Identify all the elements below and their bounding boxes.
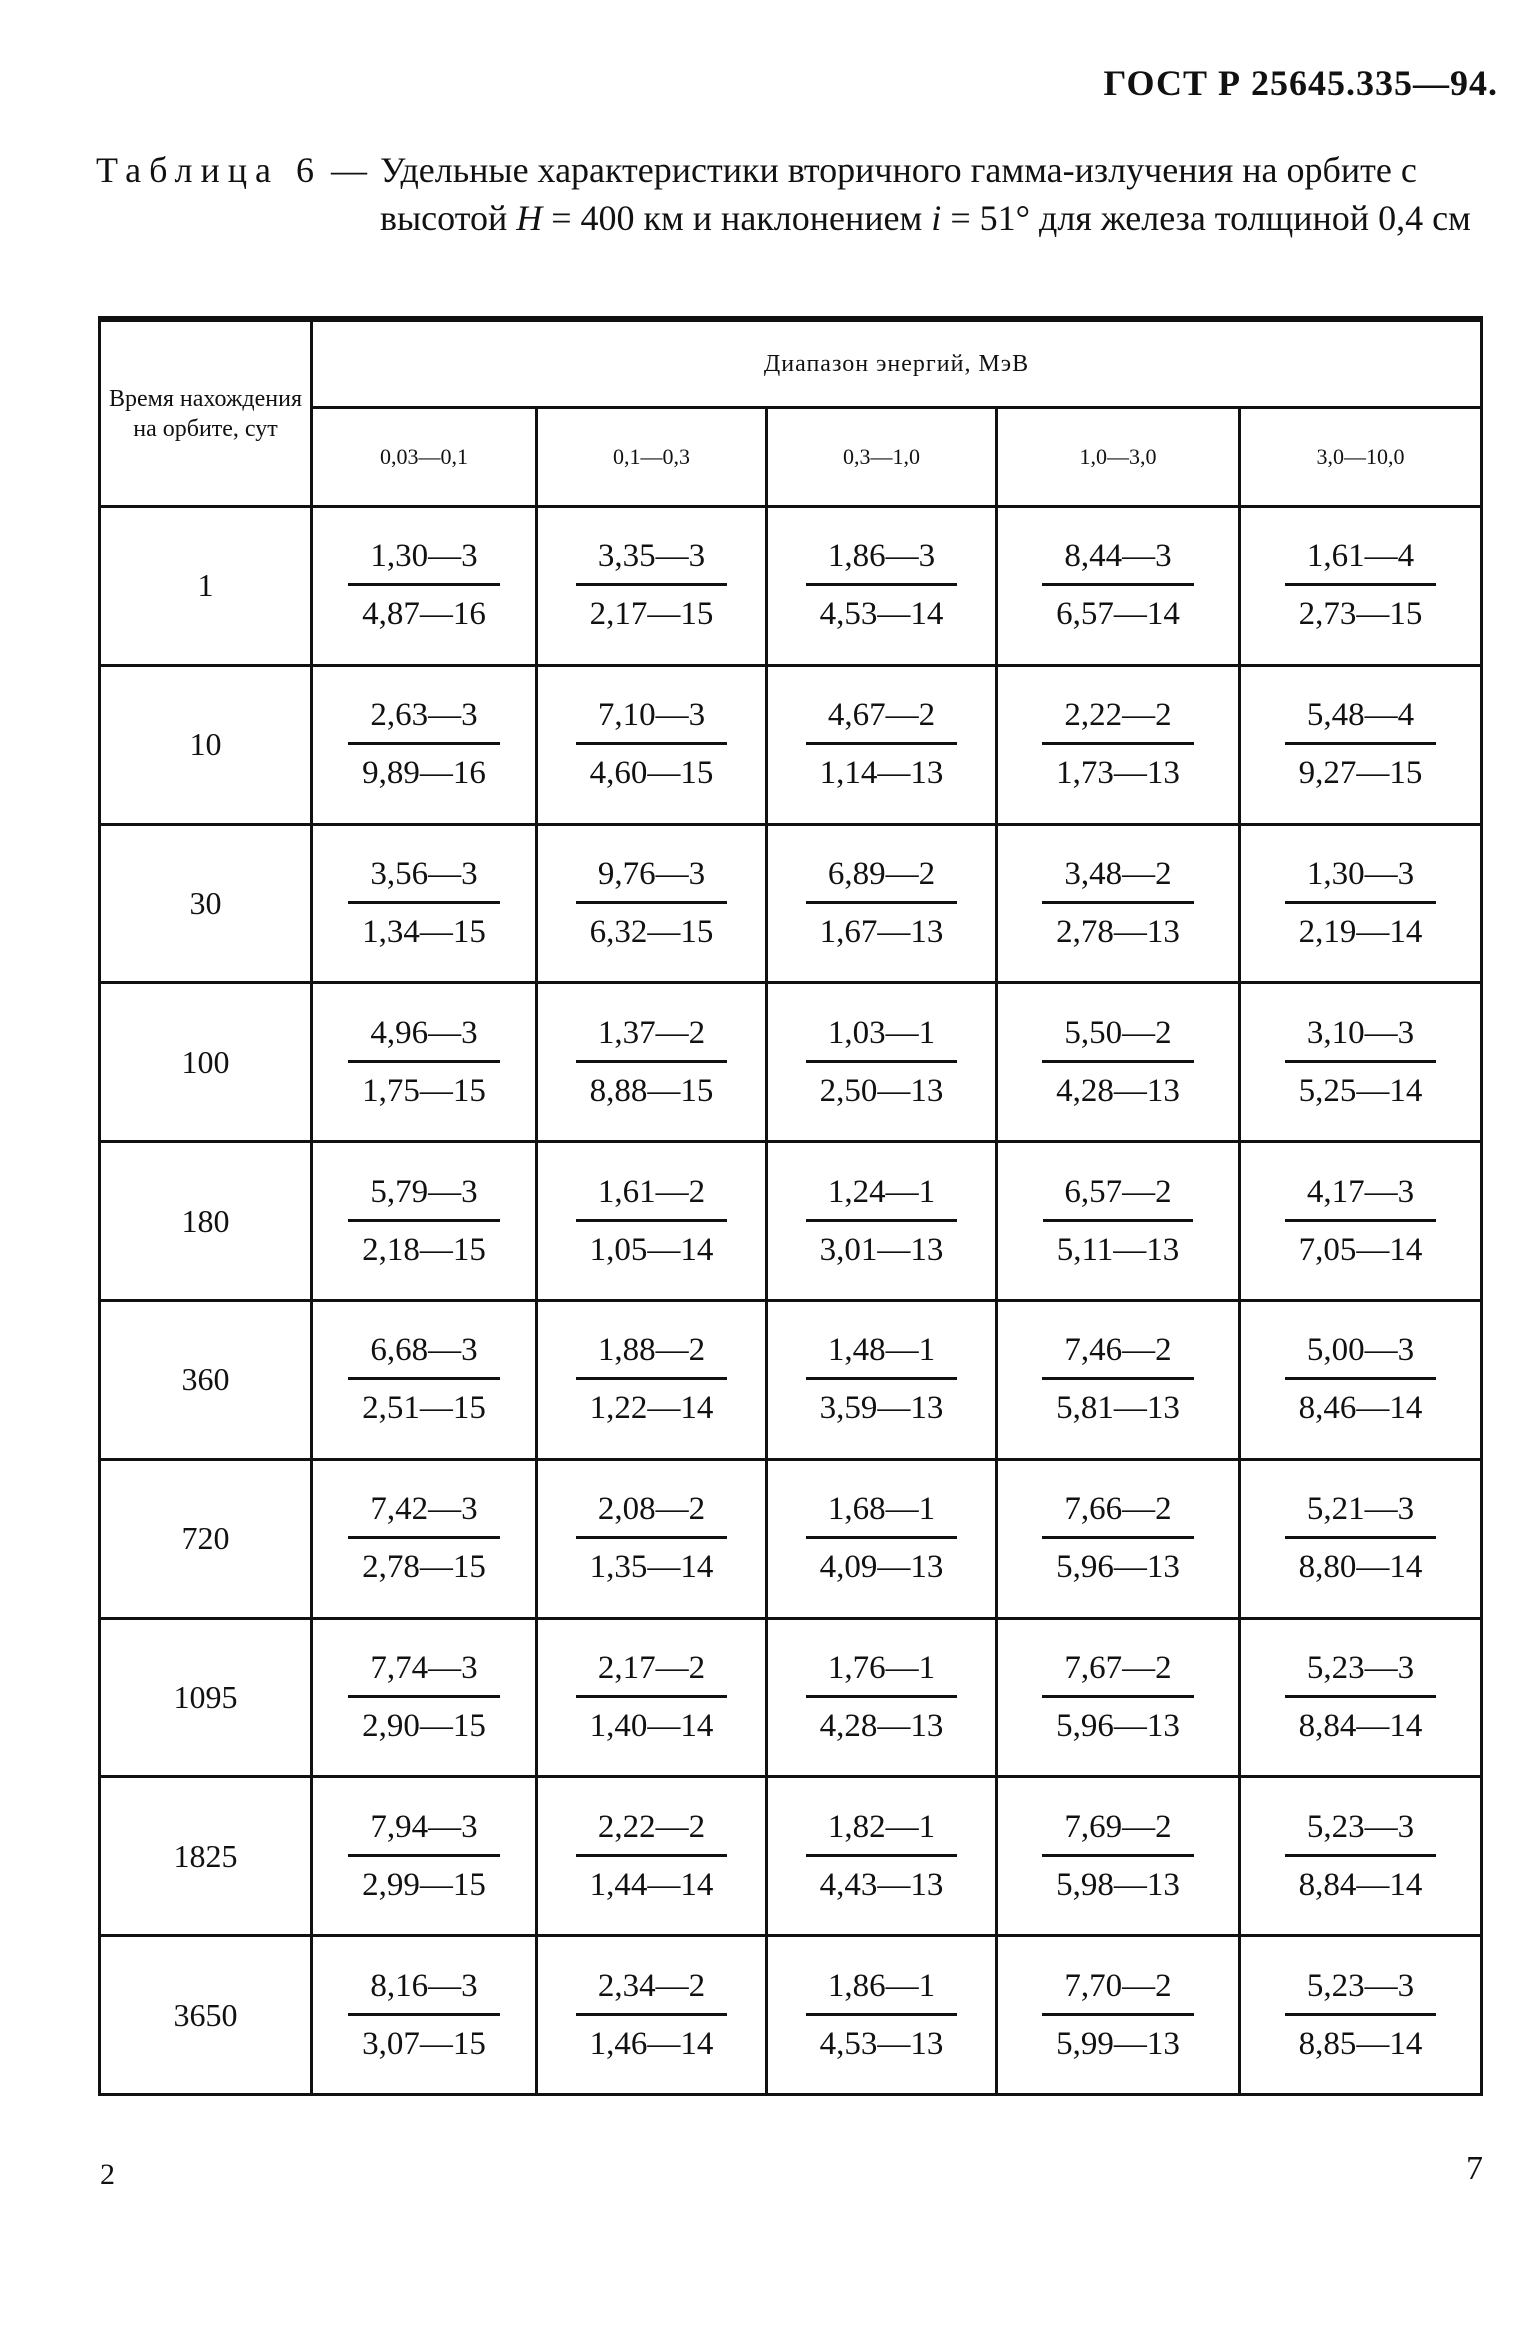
energy-column-header: 0,1—0,3 [537, 408, 767, 507]
time-cell: 1095 [100, 1618, 312, 1777]
fraction-numerator: 5,23—3 [1285, 1652, 1437, 1698]
time-cell: 3650 [100, 1936, 312, 2095]
fraction-numerator: 8,16—3 [348, 1970, 500, 2016]
fraction [806, 1334, 958, 1425]
fraction-numerator: 2,08—2 [576, 1493, 728, 1539]
fraction-numerator: 1,68—1 [806, 1493, 958, 1539]
fraction-numerator: 1,82—1 [806, 1811, 958, 1857]
fraction [348, 540, 500, 631]
value-cell [537, 665, 767, 824]
table-row [100, 1300, 1482, 1459]
energy-column-header: 0,3—1,0 [767, 408, 997, 507]
fraction-denominator: 3,07—15 [362, 2025, 486, 2062]
time-cell: 30 [100, 824, 312, 983]
time-cell: 10 [100, 665, 312, 824]
fraction-denominator: 8,84—14 [1298, 1866, 1423, 1903]
fraction [1285, 1334, 1437, 1425]
value-cell [537, 824, 767, 983]
fraction [576, 1173, 728, 1268]
fraction-numerator: 7,10—3 [576, 699, 728, 745]
fraction-numerator: 1,37—2 [576, 1017, 728, 1063]
fraction-denominator: 2,78—13 [1056, 913, 1180, 950]
value-cell [312, 1777, 537, 1936]
fraction-numerator: 1,86—1 [806, 1970, 958, 2016]
fraction-numerator: 1,30—3 [348, 540, 500, 586]
value-cell [312, 507, 537, 666]
value-cell [312, 1936, 537, 2095]
value-cell [1240, 507, 1482, 666]
time-cell: 720 [100, 1459, 312, 1618]
value-cell [312, 1300, 537, 1459]
value-cell [997, 507, 1240, 666]
fraction-denominator: 1,44—14 [589, 1866, 714, 1903]
fraction-numerator: 1,88—2 [576, 1334, 728, 1380]
fraction-denominator: 1,14—13 [819, 755, 944, 792]
fraction-numerator: 6,89—2 [806, 858, 958, 904]
fraction-numerator: 7,74—3 [348, 1652, 500, 1698]
table-row [100, 1142, 1482, 1301]
value-cell [537, 1300, 767, 1459]
caption-text-1: Удельные характеристики вторичного гамма-излучения на орбите с высотой [380, 150, 1417, 238]
fraction-numerator: 8,44—3 [1042, 540, 1194, 586]
fraction-denominator: 8,84—14 [1298, 1707, 1423, 1744]
fraction-numerator: 7,67—2 [1042, 1652, 1194, 1698]
fraction-numerator: 7,70—2 [1042, 1970, 1194, 2016]
value-cell [767, 507, 997, 666]
time-cell: 180 [100, 1142, 312, 1301]
value-cell [767, 1618, 997, 1777]
fraction [576, 1014, 728, 1109]
fraction-denominator: 5,11—13 [1056, 1231, 1180, 1268]
fraction-numerator: 6,57—2 [1043, 1176, 1194, 1222]
fraction [1285, 1967, 1437, 2062]
fraction-denominator: 1,35—14 [589, 1549, 714, 1586]
fraction [576, 540, 728, 631]
fraction-numerator: 4,96—3 [348, 1017, 500, 1063]
fraction-numerator: 1,03—1 [806, 1017, 958, 1063]
fraction-numerator: 5,00—3 [1285, 1334, 1437, 1380]
value-cell [312, 983, 537, 1142]
value-cell [1240, 1936, 1482, 2095]
fraction [576, 1808, 728, 1903]
fraction [806, 1967, 958, 2062]
value-cell [767, 1459, 997, 1618]
fraction [1042, 1649, 1194, 1744]
fraction-numerator: 7,42—3 [348, 1493, 500, 1539]
fraction-numerator: 2,22—2 [1042, 699, 1194, 745]
fraction-denominator: 1,73—13 [1056, 755, 1180, 792]
fraction-denominator: 2,17—15 [589, 596, 714, 633]
value-cell [537, 1618, 767, 1777]
fraction-numerator: 5,50—2 [1042, 1017, 1194, 1063]
fraction [806, 1649, 958, 1744]
page-number-right: 7 [1466, 2150, 1483, 2187]
fraction-denominator: 2,50—13 [819, 1072, 944, 1109]
fraction-denominator: 4,28—13 [1056, 1072, 1180, 1109]
table-body [100, 507, 1482, 2095]
fraction-numerator: 2,63—3 [348, 699, 500, 745]
value-cell [537, 983, 767, 1142]
fraction [1042, 1493, 1194, 1584]
fraction-numerator: 4,67—2 [806, 699, 958, 745]
fraction [1285, 1014, 1437, 1109]
time-cell: 1 [100, 507, 312, 666]
table-row [100, 824, 1482, 983]
fraction-denominator: 5,96—13 [1056, 1707, 1180, 1744]
fraction-denominator: 4,53—14 [819, 596, 944, 633]
fraction [1042, 1334, 1194, 1425]
caption-i-symbol: i [931, 198, 942, 238]
table-row [100, 507, 1482, 666]
fraction-denominator: 5,96—13 [1056, 1549, 1180, 1586]
page-number-left: 2 [100, 2158, 115, 2191]
value-cell [767, 1142, 997, 1301]
fraction-numerator: 1,30—3 [1285, 858, 1437, 904]
fraction [806, 699, 958, 790]
fraction [1042, 699, 1194, 790]
fraction-numerator: 5,79—3 [348, 1176, 500, 1222]
value-cell [537, 1142, 767, 1301]
value-cell [767, 824, 997, 983]
fraction-denominator: 8,85—14 [1298, 2025, 1423, 2062]
value-cell [767, 665, 997, 824]
fraction-denominator: 8,80—14 [1298, 1549, 1423, 1586]
value-cell [1240, 1777, 1482, 1936]
value-cell [537, 507, 767, 666]
data-table [98, 316, 1483, 2096]
value-cell [1240, 983, 1482, 1142]
fraction-denominator: 4,43—13 [819, 1866, 944, 1903]
fraction-denominator: 4,28—13 [819, 1707, 944, 1744]
fraction-denominator: 1,05—14 [589, 1231, 714, 1268]
value-cell [767, 1777, 997, 1936]
fraction-numerator: 1,76—1 [806, 1652, 958, 1698]
fraction-numerator: 7,66—2 [1042, 1493, 1194, 1539]
table-row [100, 1777, 1482, 1936]
value-cell [1240, 1459, 1482, 1618]
fraction-numerator: 1,48—1 [806, 1334, 958, 1380]
fraction-denominator: 9,27—15 [1298, 755, 1423, 792]
fraction-numerator: 3,48—2 [1042, 858, 1194, 904]
fraction [348, 855, 500, 950]
fraction-numerator: 5,48—4 [1285, 699, 1437, 745]
fraction-denominator: 8,46—14 [1298, 1390, 1423, 1427]
fraction [806, 1808, 958, 1903]
value-cell [312, 665, 537, 824]
value-cell [312, 1459, 537, 1618]
fraction-numerator: 3,35—3 [576, 540, 728, 586]
value-cell [997, 1142, 1240, 1301]
fraction [1042, 540, 1194, 631]
fraction [1285, 1649, 1437, 1744]
value-cell [997, 824, 1240, 983]
fraction [348, 1173, 500, 1268]
value-cell [997, 1459, 1240, 1618]
fraction-numerator: 7,94—3 [348, 1811, 500, 1857]
value-cell [537, 1459, 767, 1618]
fraction [1042, 1808, 1194, 1903]
value-cell [997, 1300, 1240, 1459]
value-cell [1240, 1618, 1482, 1777]
table-row [100, 1618, 1482, 1777]
value-cell [767, 983, 997, 1142]
fraction-denominator: 1,34—15 [362, 913, 486, 950]
caption-lead: Таблица 6 [96, 150, 322, 190]
fraction-numerator: 1,86—3 [806, 540, 958, 586]
fraction [1285, 540, 1437, 631]
value-cell [312, 1618, 537, 1777]
fraction-denominator: 1,75—15 [362, 1072, 486, 1109]
fraction-denominator: 5,81—13 [1056, 1390, 1180, 1427]
table-row [100, 665, 1482, 824]
fraction [1285, 1493, 1437, 1584]
fraction [576, 699, 728, 790]
time-cell: 360 [100, 1300, 312, 1459]
fraction [1042, 1967, 1194, 2062]
fraction [348, 1493, 500, 1584]
energy-range-header: Диапазон энергий, МэВ [312, 319, 1482, 408]
value-cell [767, 1936, 997, 2095]
fraction-numerator: 2,17—2 [576, 1652, 728, 1698]
table-caption [96, 146, 1486, 242]
fraction-numerator: 3,10—3 [1285, 1017, 1437, 1063]
fraction-denominator: 2,51—15 [362, 1390, 486, 1427]
caption-text [380, 146, 1486, 242]
value-cell [767, 1300, 997, 1459]
value-cell [997, 983, 1240, 1142]
caption-text-3: = 51° для железа толщиной 0,4 см [941, 198, 1471, 238]
fraction-denominator: 4,53—13 [819, 2025, 944, 2062]
fraction-denominator: 4,60—15 [589, 755, 714, 792]
fraction [806, 1493, 958, 1584]
table-row [100, 983, 1482, 1142]
fraction [348, 1808, 500, 1903]
fraction-denominator: 3,59—13 [819, 1390, 944, 1427]
value-cell [997, 665, 1240, 824]
fraction-numerator: 9,76—3 [576, 858, 728, 904]
fraction-numerator: 1,24—1 [806, 1176, 958, 1222]
fraction-numerator: 5,23—3 [1285, 1970, 1437, 2016]
fraction-denominator: 2,19—14 [1298, 913, 1423, 950]
fraction-numerator: 5,23—3 [1285, 1811, 1437, 1857]
fraction-numerator: 4,17—3 [1285, 1176, 1437, 1222]
fraction-denominator: 5,98—13 [1056, 1866, 1180, 1903]
energy-column-header: 0,03—0,1 [312, 408, 537, 507]
fraction [348, 699, 500, 790]
table-row [100, 1936, 1482, 2095]
energy-column-header: 1,0—3,0 [997, 408, 1240, 507]
value-cell [1240, 1300, 1482, 1459]
fraction [1042, 1014, 1194, 1109]
fraction-denominator: 5,25—14 [1298, 1072, 1423, 1109]
fraction-denominator: 2,78—15 [362, 1549, 486, 1586]
value-cell [1240, 665, 1482, 824]
value-cell [1240, 824, 1482, 983]
fraction-denominator: 7,05—14 [1298, 1231, 1423, 1268]
fraction-numerator: 7,46—2 [1042, 1334, 1194, 1380]
time-cell: 1825 [100, 1777, 312, 1936]
fraction-numerator: 7,69—2 [1042, 1811, 1194, 1857]
fraction [348, 1014, 500, 1109]
fraction [1285, 1808, 1437, 1903]
fraction-denominator: 5,99—13 [1056, 2025, 1180, 2062]
fraction-denominator: 6,57—14 [1056, 596, 1180, 633]
time-cell: 100 [100, 983, 312, 1142]
fraction [348, 1334, 500, 1425]
fraction [806, 1173, 958, 1268]
fraction-numerator: 1,61—2 [576, 1176, 728, 1222]
fraction-denominator: 1,67—13 [819, 913, 944, 950]
fraction [806, 1014, 958, 1109]
value-cell [997, 1936, 1240, 2095]
fraction-denominator: 1,40—14 [589, 1707, 714, 1744]
fraction [1285, 1173, 1437, 1268]
fraction-denominator: 2,18—15 [362, 1231, 486, 1268]
fraction-denominator: 8,88—15 [589, 1072, 714, 1109]
value-cell [312, 824, 537, 983]
value-cell [312, 1142, 537, 1301]
fraction-denominator: 2,99—15 [362, 1866, 486, 1903]
value-cell [537, 1936, 767, 2095]
fraction [1042, 855, 1194, 950]
fraction-numerator: 1,61—4 [1285, 540, 1437, 586]
caption-dash: — [321, 150, 367, 190]
fraction-denominator: 2,90—15 [362, 1707, 486, 1744]
fraction [348, 1649, 500, 1744]
fraction-numerator: 5,21—3 [1285, 1493, 1437, 1539]
value-cell [997, 1618, 1240, 1777]
fraction [1043, 1173, 1194, 1268]
fraction-denominator: 3,01—13 [819, 1231, 944, 1268]
table-row [100, 1459, 1482, 1618]
fraction [1285, 855, 1437, 950]
fraction [576, 1334, 728, 1425]
time-column-header: Время нахождения на орбите, сут [100, 319, 312, 507]
document-code: ГОСТ Р 25645.335—94. [1103, 63, 1498, 103]
fraction-numerator: 3,56—3 [348, 858, 500, 904]
fraction-numerator: 2,34—2 [576, 1970, 728, 2016]
fraction [576, 1967, 728, 2062]
fraction [576, 1649, 728, 1744]
fraction-denominator: 1,46—14 [589, 2025, 714, 2062]
fraction-denominator: 2,73—15 [1298, 596, 1423, 633]
caption-text-2: = 400 км и наклонением [542, 198, 932, 238]
value-cell [997, 1777, 1240, 1936]
value-cell [1240, 1142, 1482, 1301]
fraction [348, 1967, 500, 2062]
fraction-numerator: 2,22—2 [576, 1811, 728, 1857]
fraction [1285, 699, 1437, 790]
fraction [806, 855, 958, 950]
fraction-denominator: 4,87—16 [362, 596, 486, 633]
energy-column-header: 3,0—10,0 [1240, 408, 1482, 507]
fraction-denominator: 1,22—14 [589, 1390, 714, 1427]
value-cell [537, 1777, 767, 1936]
fraction-denominator: 6,32—15 [589, 913, 714, 950]
fraction-numerator: 6,68—3 [348, 1334, 500, 1380]
caption-h-symbol: H [516, 198, 543, 238]
fraction-denominator: 9,89—16 [362, 755, 486, 792]
fraction [806, 540, 958, 631]
fraction-denominator: 4,09—13 [819, 1549, 944, 1586]
fraction [576, 1493, 728, 1584]
fraction [576, 855, 728, 950]
